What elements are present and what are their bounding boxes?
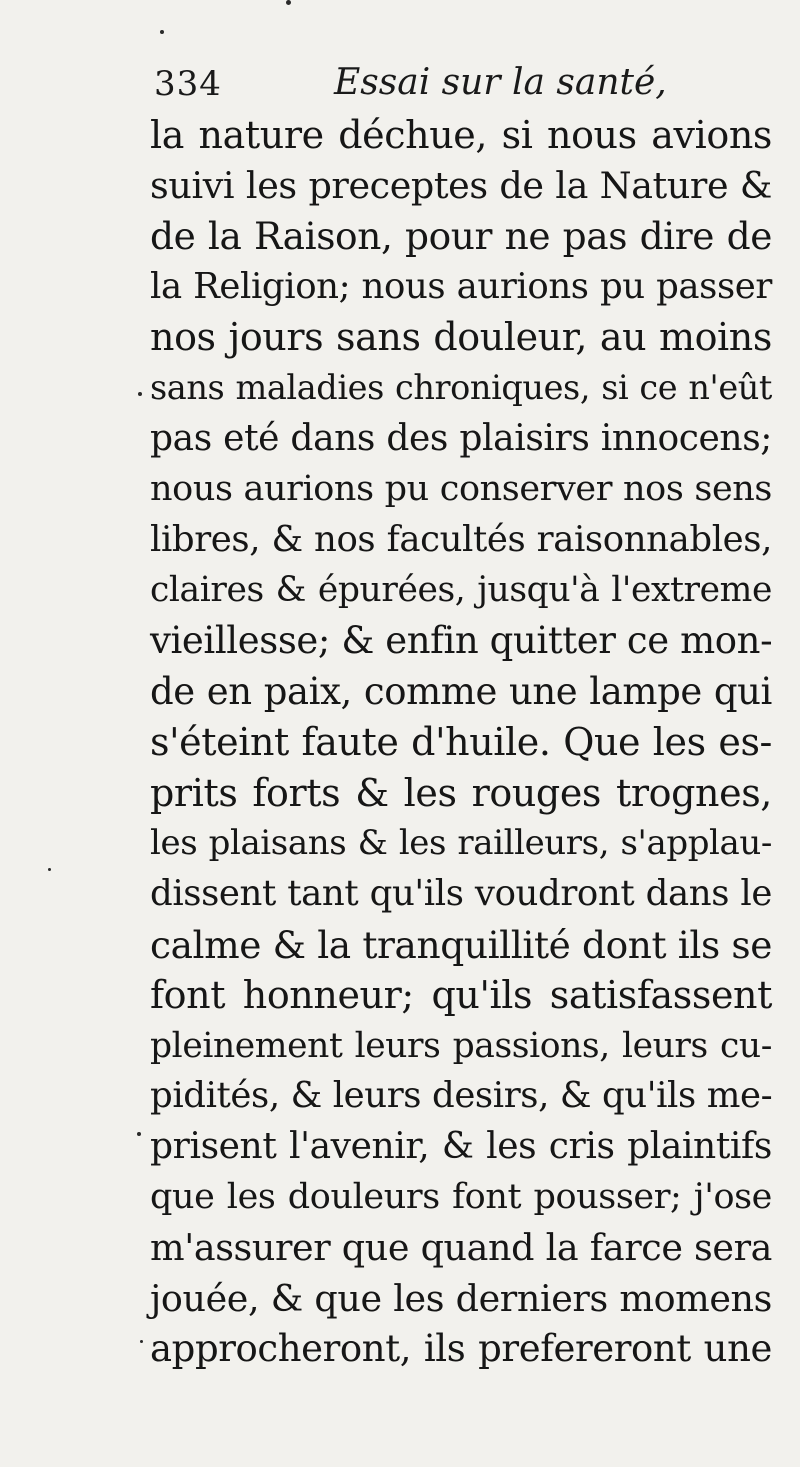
text-line: pidités, & leurs desirs, & qu'ils me- [150, 1075, 773, 1117]
text-line: claires & épurées, jusqu'à l'extreme [150, 570, 772, 611]
text-line: de en paix, comme une lampe qui [150, 669, 772, 713]
ink-speck [160, 30, 164, 34]
ink-speck [286, 0, 291, 5]
text-line: m'assurer que quand la farce sera [150, 1226, 772, 1270]
text-line: jouée, & que les derniers momens [150, 1276, 772, 1320]
text-line: pleinement leurs passions, leurs cu- [150, 1025, 772, 1066]
text-line: de la Raison, pour ne pas dire de [150, 214, 772, 259]
text-line: sans maladies chroniques, si ce n'eût [150, 367, 772, 407]
running-header [154, 58, 667, 110]
text-line: prits forts & les rouges trognes, [150, 770, 772, 815]
text-line: la Religion; nous aurions pu passer [150, 265, 772, 307]
ink-speck [137, 1132, 141, 1136]
text-line: libres, & nos facultés raisonnables, [150, 518, 772, 560]
text-line: calme & la tranquillité dont ils se [150, 922, 772, 967]
text-line: s'éteint faute d'huile. Que les es- [150, 720, 772, 765]
body-text [150, 110, 772, 1375]
text-line: nos jours sans douleur, au moins [150, 315, 772, 360]
text-line: les plaisans & les railleurs, s'applau- [150, 823, 772, 864]
text-line: suivi les preceptes de la Nature & [150, 163, 772, 207]
text-line: font honneur; qu'ils satisfassent [150, 973, 772, 1018]
page-number: 334 [154, 64, 222, 104]
text-line: nous aurions pu conserver nos sens [150, 469, 772, 510]
text-line: prisent l'avenir, & les cris plaintifs [150, 1125, 772, 1167]
running-title: Essai sur la santé, [334, 62, 667, 103]
text-line: dissent tant qu'ils voudront dans le [150, 872, 772, 914]
ink-speck [140, 1340, 143, 1343]
text-line: que les douleurs font pousser; j'ose [150, 1177, 772, 1218]
text-line: vieillesse; & enfin quitter ce mon- [150, 618, 773, 662]
text-line: approcheront, ils prefereront une [150, 1327, 772, 1371]
ink-speck [138, 392, 142, 396]
ink-speck [48, 868, 51, 871]
text-line: la nature déchue, si nous avions [150, 113, 772, 157]
text-line: pas eté dans des plaisirs innocens; [150, 417, 772, 459]
